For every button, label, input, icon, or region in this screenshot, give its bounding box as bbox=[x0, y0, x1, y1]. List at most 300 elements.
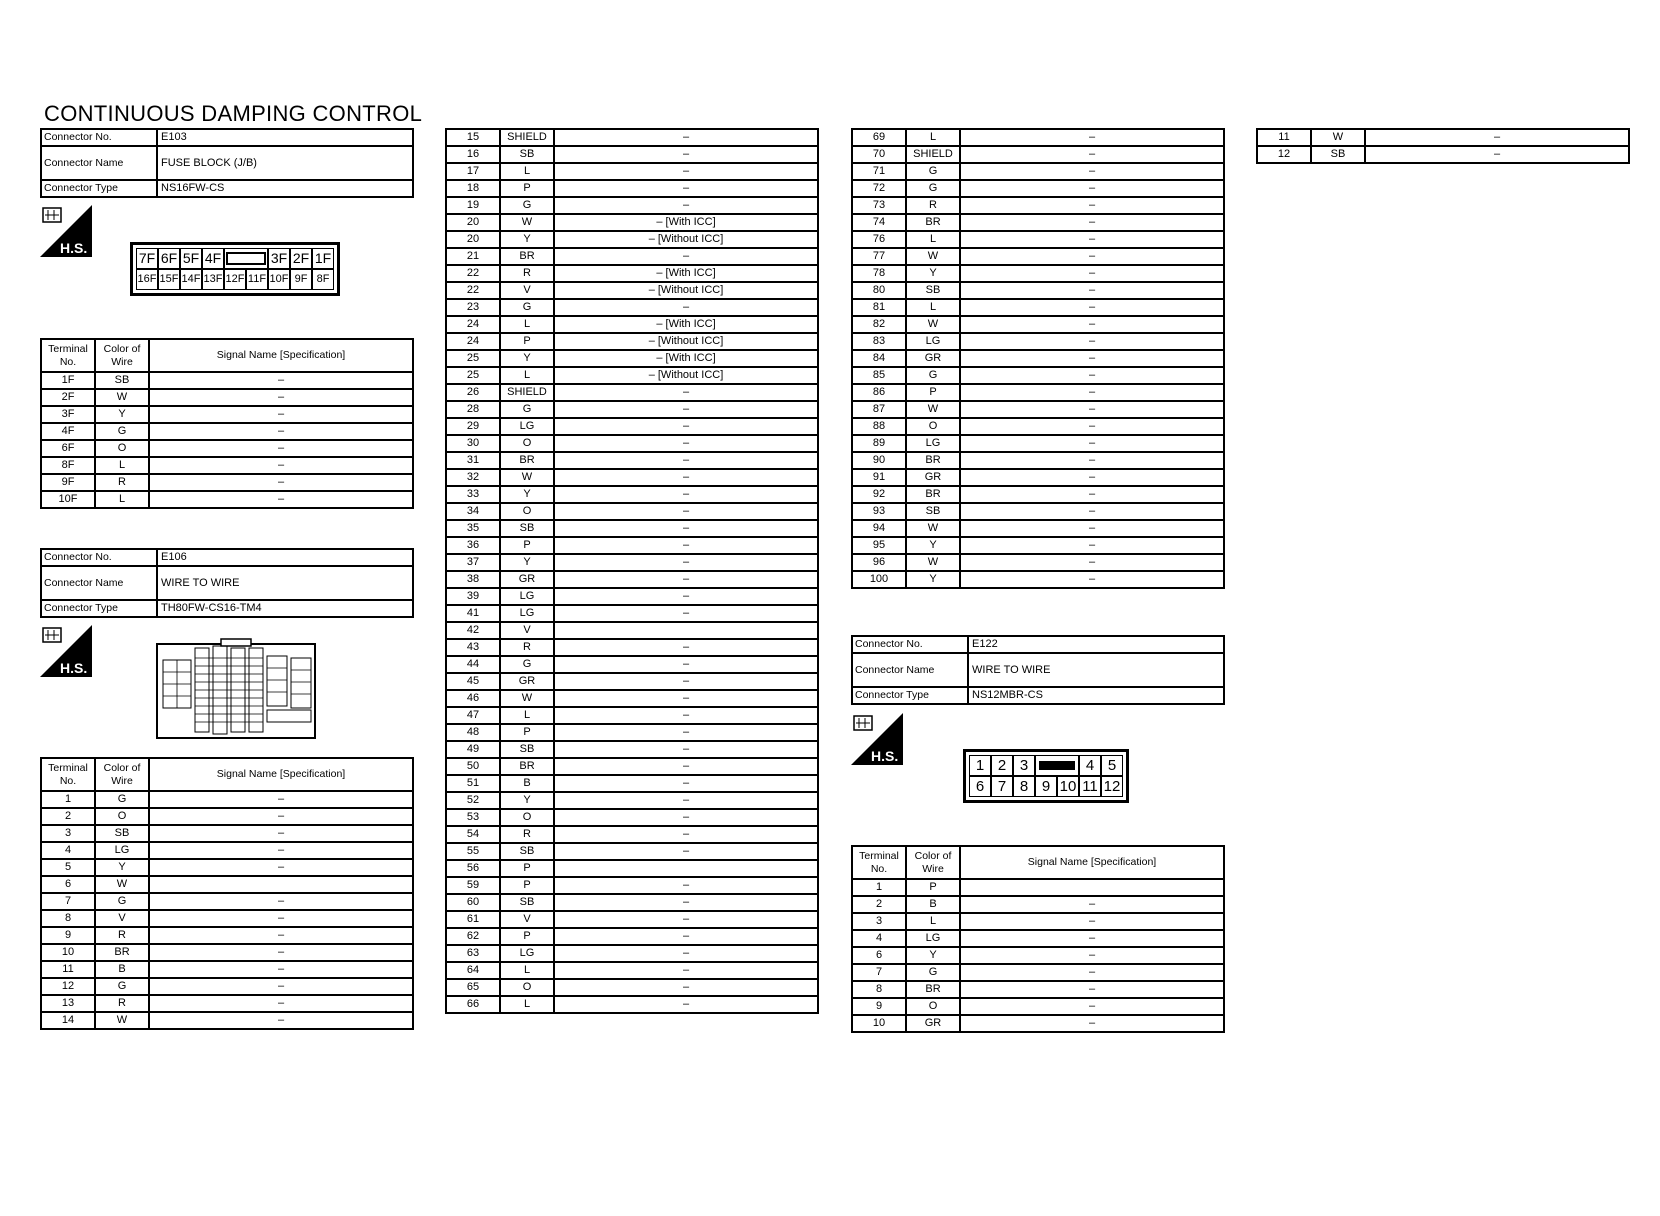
table-row bbox=[41, 372, 413, 389]
signal-name bbox=[554, 860, 818, 877]
table-row bbox=[446, 197, 818, 214]
terminal-no: 18 bbox=[446, 180, 500, 197]
signal-name: – bbox=[554, 129, 818, 146]
terminal-no: 78 bbox=[852, 265, 906, 282]
signal-name: – bbox=[554, 418, 818, 435]
signal-name: – bbox=[554, 656, 818, 673]
terminal-no: 20 bbox=[446, 214, 500, 231]
table-row bbox=[852, 896, 1224, 913]
terminal-no: 25 bbox=[446, 367, 500, 384]
signal-name: – bbox=[960, 896, 1224, 913]
signal-name: – bbox=[554, 758, 818, 775]
label-connector-name: Connector Name bbox=[41, 566, 157, 600]
signal-name: – [Without ICC] bbox=[554, 333, 818, 350]
terminal-no: 24 bbox=[446, 316, 500, 333]
wire-color: L bbox=[500, 707, 554, 724]
signal-name: – bbox=[149, 474, 413, 491]
wire-color: W bbox=[906, 554, 960, 571]
table-row bbox=[852, 571, 1224, 588]
connector-pin-label: 12 bbox=[1101, 776, 1123, 797]
table-row bbox=[41, 893, 413, 910]
signal-name: – bbox=[554, 792, 818, 809]
wire-color: Y bbox=[500, 231, 554, 248]
e122-connector-face bbox=[963, 749, 1129, 803]
terminal-no: 86 bbox=[852, 384, 906, 401]
terminal-no: 25 bbox=[446, 350, 500, 367]
terminal-no: 85 bbox=[852, 367, 906, 384]
wire-color: W bbox=[500, 690, 554, 707]
connector-pin-label: 10 bbox=[1057, 776, 1079, 797]
table-row bbox=[41, 944, 413, 961]
terminal-no: 37 bbox=[446, 554, 500, 571]
terminal-no: 7 bbox=[852, 964, 906, 981]
connector-pin-label: 1F bbox=[312, 248, 334, 269]
signal-name: – bbox=[960, 265, 1224, 282]
table-row bbox=[41, 474, 413, 491]
terminal-no: 92 bbox=[852, 486, 906, 503]
terminal-no: 13 bbox=[41, 995, 95, 1012]
signal-name: – bbox=[554, 775, 818, 792]
terminal-no: 22 bbox=[446, 282, 500, 299]
signal-name: – bbox=[960, 537, 1224, 554]
wire-color: W bbox=[95, 1012, 149, 1029]
table-row bbox=[41, 876, 413, 893]
signal-name: – bbox=[554, 571, 818, 588]
table-row bbox=[446, 962, 818, 979]
table-row bbox=[1257, 146, 1629, 163]
label-connector-no: Connector No. bbox=[41, 549, 157, 566]
table-row bbox=[41, 978, 413, 995]
table-row bbox=[852, 913, 1224, 930]
terminal-no: 66 bbox=[446, 996, 500, 1013]
terminal-no: 45 bbox=[446, 673, 500, 690]
wire-color: LG bbox=[906, 333, 960, 350]
signal-name: – bbox=[149, 825, 413, 842]
connector-pin-label: 14F bbox=[180, 269, 202, 290]
e103-connector-type: NS16FW-CS bbox=[157, 180, 413, 197]
terminal-no: 22 bbox=[446, 265, 500, 282]
table-row bbox=[446, 129, 818, 146]
wire-color: G bbox=[500, 656, 554, 673]
wire-color: G bbox=[95, 791, 149, 808]
signal-name: – bbox=[149, 910, 413, 927]
terminal-no: 9F bbox=[41, 474, 95, 491]
connector-pin-label: 3 bbox=[1013, 755, 1035, 776]
signal-name: – bbox=[960, 248, 1224, 265]
table-row bbox=[1257, 129, 1629, 146]
connector-pin-label: 11 bbox=[1079, 776, 1101, 797]
terminal-no: 41 bbox=[446, 605, 500, 622]
table-row bbox=[41, 457, 413, 474]
table-row bbox=[852, 930, 1224, 947]
wire-color: SHIELD bbox=[906, 146, 960, 163]
wire-color: P bbox=[500, 333, 554, 350]
wire-color: O bbox=[500, 809, 554, 826]
wire-color: P bbox=[500, 860, 554, 877]
terminal-no: 3F bbox=[41, 406, 95, 423]
table-row bbox=[41, 842, 413, 859]
svg-text:H.S.: H.S. bbox=[871, 748, 899, 764]
table-row bbox=[41, 808, 413, 825]
table-row bbox=[446, 384, 818, 401]
terminal-no: 53 bbox=[446, 809, 500, 826]
table-row bbox=[446, 163, 818, 180]
table-row bbox=[41, 825, 413, 842]
table-row bbox=[41, 1012, 413, 1029]
signal-name: – [With ICC] bbox=[554, 350, 818, 367]
signal-name: – bbox=[554, 826, 818, 843]
signal-name: – bbox=[960, 129, 1224, 146]
signal-name: – bbox=[960, 930, 1224, 947]
connector-pin-label: 2 bbox=[991, 755, 1013, 776]
wire-color: BR bbox=[500, 248, 554, 265]
wire-color: P bbox=[500, 180, 554, 197]
svg-text:H.S.: H.S. bbox=[60, 660, 88, 676]
wire-color: BR bbox=[906, 486, 960, 503]
table-row bbox=[852, 879, 1224, 896]
table-row bbox=[852, 333, 1224, 350]
terminal-no: 9 bbox=[852, 998, 906, 1015]
table-row bbox=[446, 911, 818, 928]
wire-color: L bbox=[500, 163, 554, 180]
wire-color: B bbox=[95, 961, 149, 978]
wire-color: SB bbox=[1311, 146, 1365, 163]
label-connector-type: Connector Type bbox=[41, 180, 157, 197]
table-row bbox=[446, 724, 818, 741]
signal-name: – bbox=[554, 503, 818, 520]
signal-name: – bbox=[1365, 146, 1629, 163]
wire-color: LG bbox=[95, 842, 149, 859]
connector-pin-label: 9F bbox=[290, 269, 312, 290]
terminal-no: 60 bbox=[446, 894, 500, 911]
terminal-no: 2 bbox=[852, 896, 906, 913]
wire-color: G bbox=[500, 401, 554, 418]
connector-pin-label: 9 bbox=[1035, 776, 1057, 797]
terminal-no: 10 bbox=[852, 1015, 906, 1032]
wire-color: P bbox=[906, 384, 960, 401]
wire-color: LG bbox=[906, 435, 960, 452]
table-row bbox=[41, 910, 413, 927]
e103-connector-face bbox=[130, 242, 340, 296]
terminal-no: 51 bbox=[446, 775, 500, 792]
connector-key-icon bbox=[226, 252, 266, 265]
table-row bbox=[446, 435, 818, 452]
terminal-no: 31 bbox=[446, 452, 500, 469]
wire-color: Y bbox=[95, 859, 149, 876]
signal-name: – bbox=[149, 961, 413, 978]
terminal-no: 42 bbox=[446, 622, 500, 639]
terminal-no: 93 bbox=[852, 503, 906, 520]
connector-pin-label: 4F bbox=[202, 248, 224, 269]
table-row bbox=[446, 877, 818, 894]
wire-color: SB bbox=[500, 741, 554, 758]
wire-color: V bbox=[500, 282, 554, 299]
wire-color: BR bbox=[500, 452, 554, 469]
signal-name: – [Without ICC] bbox=[554, 282, 818, 299]
terminal-no: 30 bbox=[446, 435, 500, 452]
table-row bbox=[852, 282, 1224, 299]
signal-name: – bbox=[960, 146, 1224, 163]
terminal-no: 6F bbox=[41, 440, 95, 457]
terminal-no: 54 bbox=[446, 826, 500, 843]
signal-name: – bbox=[554, 469, 818, 486]
table-row bbox=[41, 927, 413, 944]
signal-name-header: Signal Name [Specification] bbox=[149, 339, 413, 372]
wire-color: W bbox=[906, 401, 960, 418]
connector-pin-label: 5 bbox=[1101, 755, 1123, 776]
table-row bbox=[852, 947, 1224, 964]
terminal-no: 47 bbox=[446, 707, 500, 724]
terminal-no: 32 bbox=[446, 469, 500, 486]
wire-color: SB bbox=[500, 146, 554, 163]
signal-name: – [With ICC] bbox=[554, 214, 818, 231]
terminal-no: 94 bbox=[852, 520, 906, 537]
connector-key-slot bbox=[1035, 755, 1079, 776]
table-row bbox=[446, 231, 818, 248]
connector-pin-label: 3F bbox=[268, 248, 290, 269]
signal-name: – bbox=[554, 401, 818, 418]
signal-name: – bbox=[960, 469, 1224, 486]
terminal-no: 88 bbox=[852, 418, 906, 435]
wire-color: P bbox=[500, 537, 554, 554]
wire-color: Y bbox=[906, 571, 960, 588]
signal-name: – bbox=[960, 367, 1224, 384]
wire-color: L bbox=[95, 491, 149, 508]
signal-name: – bbox=[149, 978, 413, 995]
terminal-no: 29 bbox=[446, 418, 500, 435]
table-row bbox=[446, 860, 818, 877]
signal-name: – bbox=[960, 435, 1224, 452]
label-connector-no: Connector No. bbox=[41, 129, 157, 146]
signal-name: – bbox=[554, 996, 818, 1013]
label-connector-type: Connector Type bbox=[852, 687, 968, 704]
harness-side-badge-icon bbox=[40, 625, 92, 677]
wire-color: Y bbox=[500, 792, 554, 809]
table-row bbox=[446, 299, 818, 316]
terminal-no-header: Terminal No. bbox=[41, 339, 95, 372]
table-row bbox=[446, 605, 818, 622]
wire-color: Y bbox=[500, 486, 554, 503]
wire-color: R bbox=[500, 826, 554, 843]
terminal-no: 1F bbox=[41, 372, 95, 389]
wire-color: G bbox=[906, 367, 960, 384]
signal-name bbox=[554, 622, 818, 639]
wire-color: R bbox=[95, 995, 149, 1012]
terminal-no: 56 bbox=[446, 860, 500, 877]
terminal-no: 100 bbox=[852, 571, 906, 588]
signal-name: – bbox=[554, 928, 818, 945]
e106-pin-table bbox=[40, 757, 414, 1030]
table-row bbox=[446, 843, 818, 860]
wire-color: Y bbox=[906, 947, 960, 964]
wire-color: LG bbox=[500, 605, 554, 622]
terminal-no: 9 bbox=[41, 927, 95, 944]
connector-pin-label: 7F bbox=[136, 248, 158, 269]
terminal-no: 1 bbox=[41, 791, 95, 808]
table-row bbox=[852, 350, 1224, 367]
terminal-no: 72 bbox=[852, 180, 906, 197]
wire-color: SB bbox=[906, 503, 960, 520]
color-of-wire-header: Color of Wire bbox=[95, 758, 149, 791]
table-row bbox=[446, 758, 818, 775]
table-row bbox=[446, 367, 818, 384]
signal-name: – bbox=[960, 197, 1224, 214]
terminal-no: 64 bbox=[446, 962, 500, 979]
wire-color: GR bbox=[500, 571, 554, 588]
wire-color: P bbox=[500, 877, 554, 894]
terminal-no: 73 bbox=[852, 197, 906, 214]
signal-name: – bbox=[149, 893, 413, 910]
terminal-no: 33 bbox=[446, 486, 500, 503]
terminal-no: 52 bbox=[446, 792, 500, 809]
terminal-no: 19 bbox=[446, 197, 500, 214]
signal-name: – bbox=[960, 554, 1224, 571]
terminal-no: 50 bbox=[446, 758, 500, 775]
table-row bbox=[852, 537, 1224, 554]
terminal-no: 46 bbox=[446, 690, 500, 707]
terminal-no: 20 bbox=[446, 231, 500, 248]
terminal-no: 8F bbox=[41, 457, 95, 474]
svg-text:H.S.: H.S. bbox=[60, 240, 88, 256]
wire-color: R bbox=[906, 197, 960, 214]
table-row bbox=[852, 964, 1224, 981]
table-row bbox=[852, 299, 1224, 316]
table-row bbox=[446, 622, 818, 639]
e106-connector-name: WIRE TO WIRE bbox=[157, 566, 413, 600]
wire-color: O bbox=[906, 998, 960, 1015]
terminal-no: 4 bbox=[852, 930, 906, 947]
wire-color: W bbox=[500, 469, 554, 486]
wire-color: R bbox=[95, 927, 149, 944]
table-row bbox=[446, 214, 818, 231]
terminal-no: 90 bbox=[852, 452, 906, 469]
terminal-no: 82 bbox=[852, 316, 906, 333]
terminal-no: 7 bbox=[41, 893, 95, 910]
table-row bbox=[852, 469, 1224, 486]
terminal-no: 14 bbox=[41, 1012, 95, 1029]
wire-color: G bbox=[95, 423, 149, 440]
signal-name: – bbox=[960, 913, 1224, 930]
table-row bbox=[446, 979, 818, 996]
signal-name: – bbox=[149, 791, 413, 808]
wire-color: GR bbox=[906, 350, 960, 367]
table-row bbox=[852, 503, 1224, 520]
signal-name: – bbox=[960, 947, 1224, 964]
terminal-no: 35 bbox=[446, 520, 500, 537]
signal-name: – bbox=[960, 452, 1224, 469]
pin-table-column-4 bbox=[1256, 128, 1630, 164]
signal-name: – bbox=[554, 435, 818, 452]
terminal-no: 15 bbox=[446, 129, 500, 146]
wire-color: BR bbox=[95, 944, 149, 961]
wire-color: O bbox=[500, 435, 554, 452]
terminal-no: 84 bbox=[852, 350, 906, 367]
table-row bbox=[446, 503, 818, 520]
table-row bbox=[852, 231, 1224, 248]
signal-name: – bbox=[554, 894, 818, 911]
terminal-no: 55 bbox=[446, 843, 500, 860]
label-connector-no: Connector No. bbox=[852, 636, 968, 653]
wire-color: BR bbox=[906, 452, 960, 469]
e106-connector-face-icon bbox=[155, 638, 317, 742]
terminal-no: 38 bbox=[446, 571, 500, 588]
signal-name: – bbox=[554, 197, 818, 214]
connector-key-icon bbox=[1039, 761, 1075, 770]
terminal-no: 8 bbox=[852, 981, 906, 998]
connector-pin-label: 13F bbox=[202, 269, 224, 290]
wire-color: O bbox=[500, 503, 554, 520]
table-row bbox=[852, 265, 1224, 282]
wire-color: LG bbox=[500, 945, 554, 962]
signal-name: – bbox=[149, 406, 413, 423]
signal-name: – bbox=[554, 554, 818, 571]
signal-name: – bbox=[960, 1015, 1224, 1032]
table-row bbox=[446, 741, 818, 758]
table-row bbox=[446, 537, 818, 554]
signal-name: – bbox=[960, 316, 1224, 333]
signal-name: – bbox=[149, 1012, 413, 1029]
wire-color: W bbox=[95, 876, 149, 893]
table-row bbox=[852, 316, 1224, 333]
signal-name: – bbox=[554, 588, 818, 605]
terminal-no: 89 bbox=[852, 435, 906, 452]
terminal-no: 39 bbox=[446, 588, 500, 605]
table-row bbox=[446, 401, 818, 418]
wire-color: V bbox=[95, 910, 149, 927]
terminal-no: 87 bbox=[852, 401, 906, 418]
e106-info bbox=[40, 548, 414, 618]
harness-side-badge-icon bbox=[851, 713, 903, 765]
terminal-no: 26 bbox=[446, 384, 500, 401]
table-row bbox=[446, 792, 818, 809]
terminal-no: 59 bbox=[446, 877, 500, 894]
table-row bbox=[446, 656, 818, 673]
signal-name: – bbox=[149, 372, 413, 389]
wire-color: SHIELD bbox=[500, 384, 554, 401]
wire-color: SB bbox=[95, 372, 149, 389]
table-row bbox=[41, 389, 413, 406]
wire-color: Y bbox=[906, 537, 960, 554]
table-row bbox=[852, 418, 1224, 435]
e122-info bbox=[851, 635, 1225, 705]
wire-color: R bbox=[500, 265, 554, 282]
signal-name: – bbox=[554, 690, 818, 707]
table-row bbox=[852, 367, 1224, 384]
signal-name: – bbox=[149, 859, 413, 876]
signal-name: – bbox=[554, 962, 818, 979]
wire-color: SB bbox=[500, 520, 554, 537]
table-row bbox=[446, 826, 818, 843]
wire-color: V bbox=[500, 622, 554, 639]
signal-name: – bbox=[960, 299, 1224, 316]
e103-connector-no: E103 bbox=[157, 129, 413, 146]
terminal-no: 36 bbox=[446, 537, 500, 554]
e122-connector-no: E122 bbox=[968, 636, 1224, 653]
wire-color: SB bbox=[500, 894, 554, 911]
table-row bbox=[852, 180, 1224, 197]
wire-color: LG bbox=[500, 588, 554, 605]
signal-name-header: Signal Name [Specification] bbox=[960, 846, 1224, 879]
wire-color: LG bbox=[906, 930, 960, 947]
terminal-no: 4 bbox=[41, 842, 95, 859]
signal-name: – bbox=[149, 842, 413, 859]
terminal-no: 44 bbox=[446, 656, 500, 673]
connector-pin-label: 12F bbox=[224, 269, 246, 290]
table-row bbox=[852, 435, 1224, 452]
signal-name: – bbox=[960, 571, 1224, 588]
signal-name: – bbox=[554, 299, 818, 316]
wire-color: GR bbox=[500, 673, 554, 690]
